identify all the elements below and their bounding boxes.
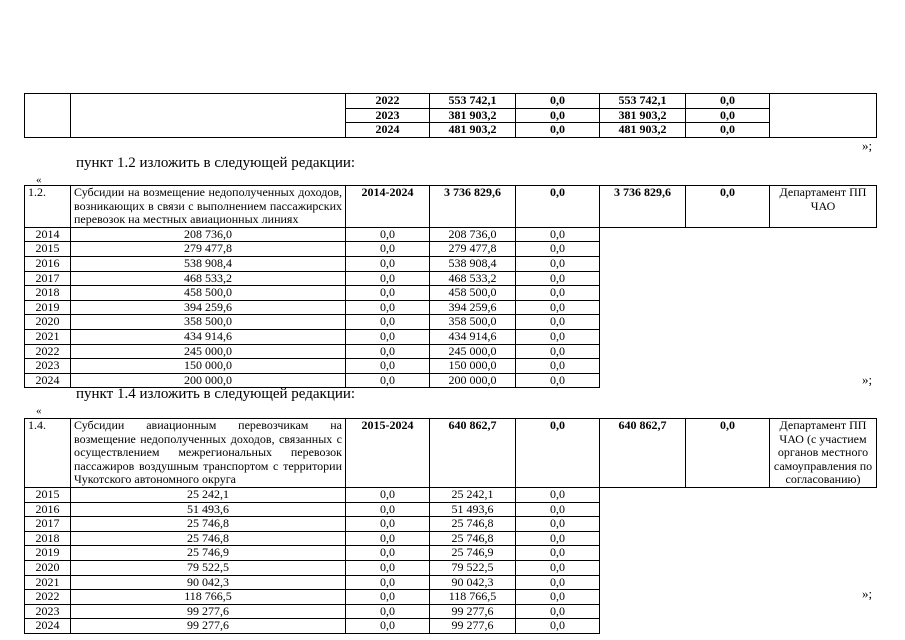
table-row (25, 517, 877, 532)
total-cell: 553 742,1 (430, 94, 516, 109)
period-cell: 2022 (346, 94, 430, 109)
regional-cell: 25 746,8 (430, 531, 516, 546)
table-row (25, 186, 877, 228)
table-row (25, 300, 877, 315)
table-1-2 (24, 185, 877, 388)
item-number: 1.2. (25, 186, 71, 228)
federal-cell: 0,0 (346, 300, 430, 315)
regional-cell: 25 746,8 (430, 517, 516, 532)
federal-cell: 0,0 (346, 315, 430, 330)
regional-cell: 434 914,6 (430, 329, 516, 344)
total-cell: 25 242,1 (71, 487, 346, 502)
table-row (25, 359, 877, 374)
period-cell: 2019 (25, 546, 71, 561)
table-row (25, 502, 877, 517)
other-cell: 0,0 (516, 373, 600, 388)
regional-cell: 640 862,7 (600, 419, 686, 488)
federal-cell: 0,0 (346, 604, 430, 619)
period-cell: 2023 (346, 108, 430, 123)
table-row (25, 271, 877, 286)
table-row (25, 242, 877, 257)
total-cell: 208 736,0 (71, 227, 346, 242)
other-cell: 0,0 (516, 575, 600, 590)
regional-cell: 458 500,0 (430, 286, 516, 301)
period-cell: 2022 (25, 344, 71, 359)
total-cell: 200 000,0 (71, 373, 346, 388)
total-cell: 394 259,6 (71, 300, 346, 315)
department-cell: Департамент ПП ЧАО (с участием органов местного самоуправления по согласованию) (770, 419, 877, 488)
period-cell: 2016 (25, 256, 71, 271)
period-cell: 2019 (25, 300, 71, 315)
period-cell: 2018 (25, 286, 71, 301)
federal-cell: 0,0 (346, 619, 430, 634)
federal-cell: 0,0 (346, 373, 430, 388)
other-cell: 0,0 (686, 419, 770, 488)
total-cell: 25 746,8 (71, 517, 346, 532)
department-cell: Департамент ПП ЧАО (770, 186, 877, 228)
period-cell: 2018 (25, 531, 71, 546)
other-cell: 0,0 (516, 619, 600, 634)
table-row (25, 344, 877, 359)
total-cell: 468 533,2 (71, 271, 346, 286)
period-cell: 2022 (25, 590, 71, 605)
table-row (25, 604, 877, 619)
regional-cell: 90 042,3 (430, 575, 516, 590)
open-quote-1-4: « (36, 405, 42, 417)
empty-cell (770, 94, 877, 138)
regional-cell: 150 000,0 (430, 359, 516, 374)
federal-cell: 0,0 (346, 502, 430, 517)
instruction-1-2: пункт 1.2 изложить в следующей редакции: (76, 155, 356, 171)
other-cell: 0,0 (516, 256, 600, 271)
total-cell: 90 042,3 (71, 575, 346, 590)
period-cell: 2015-2024 (346, 419, 430, 488)
total-cell: 150 000,0 (71, 359, 346, 374)
regional-cell: 394 259,6 (430, 300, 516, 315)
period-cell: 2014-2024 (346, 186, 430, 228)
other-cell: 0,0 (516, 286, 600, 301)
other-cell: 0,0 (516, 517, 600, 532)
table-1-4-rows (25, 487, 877, 633)
regional-cell: 200 000,0 (430, 373, 516, 388)
other-cell: 0,0 (516, 227, 600, 242)
other-cell: 0,0 (516, 344, 600, 359)
other-cell: 0,0 (516, 590, 600, 605)
item-number: 1.4. (25, 419, 71, 488)
total-cell: 538 908,4 (71, 256, 346, 271)
other-cell: 0,0 (516, 487, 600, 502)
regional-cell: 208 736,0 (430, 227, 516, 242)
federal-cell: 0,0 (346, 575, 430, 590)
period-cell: 2015 (25, 242, 71, 257)
period-cell: 2024 (25, 619, 71, 634)
table-row (25, 590, 877, 605)
federal-cell: 0,0 (346, 256, 430, 271)
federal-cell: 0,0 (516, 419, 600, 488)
close-quote-2: »; (862, 372, 873, 387)
regional-cell: 25 746,9 (430, 546, 516, 561)
period-cell: 2016 (25, 502, 71, 517)
other-cell: 0,0 (516, 531, 600, 546)
empty-cell (71, 94, 346, 138)
period-cell: 2017 (25, 271, 71, 286)
table-row (25, 546, 877, 561)
table-row (25, 94, 877, 109)
regional-cell: 381 903,2 (600, 108, 686, 123)
total-cell: 245 000,0 (71, 344, 346, 359)
table-row (25, 560, 877, 575)
instruction-1-4: пункт 1.4 изложить в следующей редакции: (76, 386, 356, 402)
total-cell: 118 766,5 (71, 590, 346, 605)
table-row (25, 575, 877, 590)
total-cell: 434 914,6 (71, 329, 346, 344)
total-cell: 458 500,0 (71, 286, 346, 301)
other-cell: 0,0 (516, 300, 600, 315)
item-description: Субсидии авиационным перевозчикам на возмещение недополученных доходов, связанных с осуществлением межрегиональных перевозок пассажиров воздушным транспортом с территории Чукотского автономного округа (71, 419, 346, 488)
regional-cell: 99 277,6 (430, 604, 516, 619)
regional-cell: 279 477,8 (430, 242, 516, 257)
other-cell: 0,0 (516, 329, 600, 344)
item-description: Субсидии на возмещение недополученных доходов, возникающих в связи с выполнением пассажирских перевозок на местных авиационных линиях (71, 186, 346, 228)
close-quote-1: »; (862, 138, 873, 153)
open-quote-1-2: « (36, 174, 42, 186)
table-row (25, 619, 877, 634)
period-cell: 2024 (346, 123, 430, 138)
federal-cell: 0,0 (346, 329, 430, 344)
period-cell: 2023 (25, 359, 71, 374)
total-cell: 381 903,2 (430, 108, 516, 123)
period-cell: 2021 (25, 575, 71, 590)
total-cell: 25 746,8 (71, 531, 346, 546)
regional-cell: 481 903,2 (600, 123, 686, 138)
regional-cell: 118 766,5 (430, 590, 516, 605)
regional-cell: 468 533,2 (430, 271, 516, 286)
other-cell: 0,0 (516, 546, 600, 561)
table-row (25, 256, 877, 271)
federal-cell: 0,0 (346, 344, 430, 359)
total-cell: 3 736 829,6 (430, 186, 516, 228)
other-cell: 0,0 (686, 108, 770, 123)
total-cell: 51 493,6 (71, 502, 346, 517)
other-cell: 0,0 (516, 604, 600, 619)
other-cell: 0,0 (516, 560, 600, 575)
table-row (25, 315, 877, 330)
federal-cell: 0,0 (346, 560, 430, 575)
top-table-body (25, 94, 877, 138)
regional-cell: 79 522,5 (430, 560, 516, 575)
other-cell: 0,0 (516, 502, 600, 517)
total-cell: 279 477,8 (71, 242, 346, 257)
federal-cell: 0,0 (346, 271, 430, 286)
regional-cell: 553 742,1 (600, 94, 686, 109)
period-cell: 2024 (25, 373, 71, 388)
federal-cell: 0,0 (516, 94, 600, 109)
federal-cell: 0,0 (346, 590, 430, 605)
top-table (24, 93, 877, 138)
table-row (25, 531, 877, 546)
total-cell: 358 500,0 (71, 315, 346, 330)
period-cell: 2020 (25, 315, 71, 330)
period-cell: 2021 (25, 329, 71, 344)
other-cell: 0,0 (686, 94, 770, 109)
federal-cell: 0,0 (346, 286, 430, 301)
other-cell: 0,0 (516, 359, 600, 374)
other-cell: 0,0 (686, 186, 770, 228)
federal-cell: 0,0 (516, 186, 600, 228)
total-cell: 640 862,7 (430, 419, 516, 488)
federal-cell: 0,0 (346, 517, 430, 532)
regional-cell: 245 000,0 (430, 344, 516, 359)
period-cell: 2015 (25, 487, 71, 502)
regional-cell: 358 500,0 (430, 315, 516, 330)
table-row (25, 329, 877, 344)
regional-cell: 51 493,6 (430, 502, 516, 517)
table-row (25, 227, 877, 242)
federal-cell: 0,0 (346, 546, 430, 561)
table-1-2-rows (25, 227, 877, 388)
table-1-4 (24, 418, 877, 634)
other-cell: 0,0 (516, 242, 600, 257)
federal-cell: 0,0 (346, 531, 430, 546)
federal-cell: 0,0 (346, 487, 430, 502)
regional-cell: 3 736 829,6 (600, 186, 686, 228)
total-cell: 481 903,2 (430, 123, 516, 138)
total-cell: 25 746,9 (71, 546, 346, 561)
table-row (25, 286, 877, 301)
other-cell: 0,0 (686, 123, 770, 138)
regional-cell: 99 277,6 (430, 619, 516, 634)
table-row (25, 419, 877, 488)
federal-cell: 0,0 (516, 108, 600, 123)
empty-cell (25, 94, 71, 138)
table-row (25, 487, 877, 502)
regional-cell: 538 908,4 (430, 256, 516, 271)
period-cell: 2014 (25, 227, 71, 242)
period-cell: 2017 (25, 517, 71, 532)
close-quote-3: »; (862, 586, 873, 601)
total-cell: 79 522,5 (71, 560, 346, 575)
period-cell: 2023 (25, 604, 71, 619)
other-cell: 0,0 (516, 271, 600, 286)
federal-cell: 0,0 (516, 123, 600, 138)
federal-cell: 0,0 (346, 359, 430, 374)
total-cell: 99 277,6 (71, 619, 346, 634)
other-cell: 0,0 (516, 315, 600, 330)
period-cell: 2020 (25, 560, 71, 575)
regional-cell: 25 242,1 (430, 487, 516, 502)
federal-cell: 0,0 (346, 227, 430, 242)
federal-cell: 0,0 (346, 242, 430, 257)
total-cell: 99 277,6 (71, 604, 346, 619)
